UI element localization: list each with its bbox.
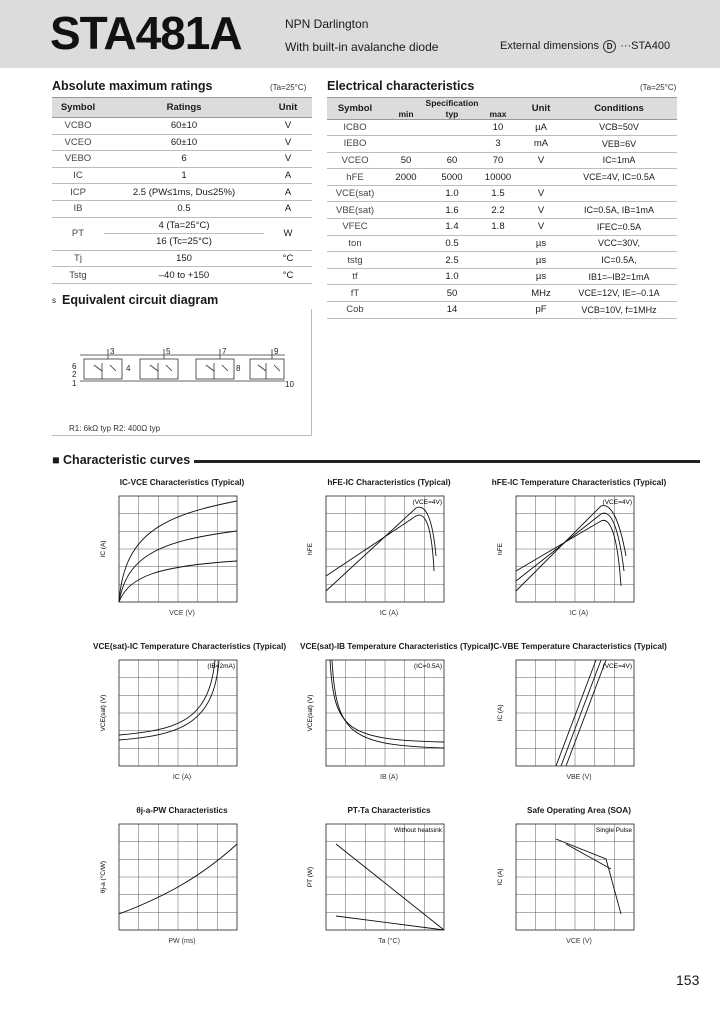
elec-cell-typ: 2.5 [429,252,475,269]
abs-row [52,118,312,135]
elec-cell-cond: VCB=10V, f=1MHz [561,302,677,319]
elec-cell-cond: IB1=–IB2=1mA [561,268,677,285]
abs-header-symbol: Symbol [52,98,104,118]
chart-curve [516,506,626,591]
elec-cell-sym: IEBO [327,136,383,153]
chart-note: (VCE=4V) [602,663,632,670]
abs-row [52,200,312,217]
chart-curve [332,660,444,748]
elec-cell-min [383,252,429,269]
chart-ylabel: hFE [497,543,504,555]
elec-cell-max [475,268,521,285]
elec-cell-max [475,235,521,252]
elec-row [327,119,677,136]
elec-cell-cond: VCE=4V, IC=0.5A [561,169,677,186]
elec-cell-max [475,285,521,302]
chart-plot [300,818,478,946]
abs-cell-sym: PT [52,217,104,250]
elec-cell-max: 70 [475,152,521,169]
elec-cell-min [383,136,429,153]
chart-6 [490,642,668,792]
chart-ylabel: θj-a (°C/W) [100,860,107,894]
external-package: ···STA400 [620,40,671,52]
abs-cell-val: 60±10 [104,118,264,135]
chart-plot [300,490,478,618]
chart-curve [119,660,215,735]
elec-cell-min [383,235,429,252]
abs-title: Absolute maximum ratings [52,79,213,93]
curves-title: ■ Characteristic curves [52,453,194,467]
elec-cell-typ: 50 [429,285,475,302]
elec-cell-cond: IC=0.5A, IB=1mA [561,202,677,219]
chart-ylabel: hFE [307,543,314,555]
chart-xlabel: IC (A) [569,610,589,617]
page-number: 153 [676,972,700,988]
elec-cell-cond [561,185,677,202]
abs-cell-val: 16 (Tc=25°C) [104,234,264,251]
abs-cell-sym: IB [52,200,104,217]
eq-note: R1: 6kΩ typ R2: 400Ω typ [69,424,161,433]
abs-cell-val: 0.5 [104,200,264,217]
chart-title: θj-a-PW Characteristics [136,806,228,815]
abs-header-unit: Unit [264,98,312,118]
chart-ylabel: IC (A) [100,540,107,558]
elec-cell-min [383,119,429,136]
eq-pin-left-2: 2 [72,370,77,379]
elec-cell-unit: V [521,185,561,202]
chart-title: PT-Ta Characteristics [347,806,431,815]
abs-row [52,134,312,151]
abs-table [52,97,312,284]
abs-note: (Ta=25°C) [270,83,307,92]
chart-ylabel: IC (A) [497,704,504,722]
chart-title: Safe Operating Area (SOA) [527,806,631,815]
abs-cell-unit: V [264,134,312,151]
eq-pin-top-7: 7 [222,347,227,356]
eq-pin-mid-4: 4 [126,364,131,373]
elec-cell-min [383,202,429,219]
elec-cell-max [475,302,521,319]
elec-cell-cond: VCE=12V, IE=–0.1A [561,285,677,302]
elec-header-min: min [383,109,429,120]
part-number: STA481A [50,7,242,59]
abs-cell-val: 2.5 (PW≤1ms, Du≤25%) [104,184,264,201]
elec-cell-sym: VCE(sat) [327,185,383,202]
elec-cell-max: 2.2 [475,202,521,219]
elec-cell-cond: IC=0.5A, [561,252,677,269]
elec-cell-cond: VCB=50V [561,119,677,136]
elec-header-unit: Unit [521,98,561,120]
elec-row [327,252,677,269]
chart-xlabel: PW (ms) [168,938,196,945]
chart-xlabel: IB (A) [380,774,398,781]
chart-curve [336,844,444,930]
abs-cell-sym: IC [52,167,104,184]
chart-ylabel: VCE(sat) (V) [307,694,314,732]
chart-plot [93,818,271,946]
external-dimensions [500,40,670,53]
abs-cell-sym: Tj [52,250,104,267]
abs-cell-unit: W [264,217,312,250]
elec-cell-sym: fT [327,285,383,302]
abs-cell-unit: °C [264,250,312,267]
chart-curve [516,520,621,586]
eq-pin-top-5: 5 [166,347,171,356]
elec-cell-unit: µs [521,235,561,252]
elec-cell-typ: 5000 [429,169,475,186]
chart-note: Without heatsink [393,827,442,834]
chart-ylabel: IC (A) [497,868,504,886]
abs-cell-sym: VCEO [52,134,104,151]
chart-title: hFE-IC Characteristics (Typical) [327,478,451,487]
chart-plot [93,654,271,782]
chart-2 [300,478,478,628]
eq-pin-mid-8: 8 [236,364,241,373]
abs-cell-val: 4 (Ta=25°C) [104,217,264,234]
elec-cell-sym: VBE(sat) [327,202,383,219]
abs-cell-sym: ICP [52,184,104,201]
elec-cell-sym: ICBO [327,119,383,136]
elec-header-typ: typ [429,109,475,120]
chart-note: (IB=2mA) [207,663,235,670]
elec-header-spec: Specification [383,98,521,109]
elec-cell-typ: 60 [429,152,475,169]
elec-cell-unit: mA [521,136,561,153]
chart-plot [490,818,668,946]
elec-title: Electrical characteristics [327,79,475,93]
elec-row [327,152,677,169]
chart-title: IC-VBE Temperature Characteristics (Typical) [491,642,667,651]
abs-row [52,250,312,267]
elec-cell-unit: µs [521,252,561,269]
chart-note: (VCE=4V) [412,499,442,506]
elec-cell-typ: 1.4 [429,219,475,236]
elec-cell-max: 1.5 [475,185,521,202]
elec-cell-min: 50 [383,152,429,169]
chart-curve [516,513,624,581]
elec-row [327,219,677,236]
elec-cell-unit [521,169,561,186]
elec-cell-max: 1.8 [475,219,521,236]
elec-cell-unit: pF [521,302,561,319]
elec-row [327,202,677,219]
elec-cell-unit: V [521,219,561,236]
chart-title: IC-VCE Characteristics (Typical) [119,478,245,487]
abs-row [52,217,312,234]
abs-cell-unit: A [264,200,312,217]
eq-pin-top-3: 3 [110,347,115,356]
elec-cell-unit: V [521,202,561,219]
eq-pin-top-9: 9 [274,347,279,356]
elec-row [327,285,677,302]
abs-cell-val: –40 to +150 [104,267,264,284]
chart-title: VCE(sat)-IC Temperature Characteristics (Typical) [93,642,287,651]
chart-curve [330,660,444,742]
elec-cell-sym: ton [327,235,383,252]
elec-cell-sym: VFEC [327,219,383,236]
elec-row [327,302,677,319]
elec-cell-typ [429,136,475,153]
elec-header-max: max [475,109,521,120]
eq-pin-right-10: 10 [285,380,294,389]
device-feature: With built-in avalanche diode [285,40,439,54]
chart-4 [93,642,287,792]
abs-cell-val: 150 [104,250,264,267]
chart-title: hFE-IC Temperature Characteristics (Typical) [491,478,667,487]
elec-cell-unit: V [521,152,561,169]
elec-cell-min [383,219,429,236]
chart-8 [300,806,478,956]
abs-row [52,167,312,184]
abs-cell-unit: A [264,167,312,184]
elec-cell-typ: 1.0 [429,185,475,202]
chart-xlabel: VCE (V) [566,938,592,945]
chart-1 [93,478,271,628]
elec-cell-max [475,252,521,269]
elec-cell-unit: µs [521,268,561,285]
chart-plot [93,490,271,618]
abs-cell-sym: Tstg [52,267,104,284]
chart-7 [93,806,271,956]
elec-cell-sym: hFE [327,169,383,186]
elec-cell-min [383,268,429,285]
elec-cell-cond: IFEC=0.5A [561,219,677,236]
chart-ylabel: VCE(sat) (V) [100,694,107,732]
abs-row [52,184,312,201]
chart-curve [566,844,611,869]
elec-cell-min: 2000 [383,169,429,186]
chart-curve [336,916,444,930]
chart-xlabel: IC (A) [172,774,192,781]
elec-header-conditions: Conditions [561,98,677,120]
elec-cell-unit: MHz [521,285,561,302]
chart-title: VCE(sat)-IB Temperature Characteristics (Typical) [300,642,494,651]
elec-row [327,136,677,153]
elec-table [327,97,677,319]
elec-cell-typ: 1.0 [429,268,475,285]
abs-cell-val: 1 [104,167,264,184]
eq-marker: s [52,296,56,305]
elec-cell-cond: IC=1mA [561,152,677,169]
device-type: NPN Darlington [285,17,369,31]
elec-row [327,268,677,285]
elec-row [327,235,677,252]
chart-xlabel: IC (A) [379,610,399,617]
elec-cell-min [383,185,429,202]
abs-row [52,151,312,168]
elec-cell-unit: µA [521,119,561,136]
equivalent-circuit [60,345,300,395]
chart-note: (VCE=4V) [602,499,632,506]
chart-xlabel: VCE (V) [169,610,195,617]
elec-cell-typ: 14 [429,302,475,319]
elec-cell-sym: Cob [327,302,383,319]
elec-cell-sym: tf [327,268,383,285]
elec-row [327,169,677,186]
elec-header-symbol: Symbol [327,98,383,120]
chart-plot [490,490,668,618]
elec-note: (Ta=25°C) [640,83,677,92]
elec-cell-cond: VEB=6V [561,136,677,153]
external-label: External dimensions [500,40,600,52]
elec-cell-min [383,285,429,302]
elec-cell-max: 3 [475,136,521,153]
elec-cell-typ [429,119,475,136]
chart-9 [490,806,668,956]
abs-cell-unit: A [264,184,312,201]
eq-pin-left-1: 1 [72,379,77,388]
elec-cell-max: 10000 [475,169,521,186]
abs-cell-unit: V [264,151,312,168]
eq-title: Equivalent circuit diagram [62,293,219,307]
chart-3 [490,478,668,628]
abs-cell-sym: VCBO [52,118,104,135]
abs-cell-unit: V [264,118,312,135]
chart-note: Single Pulse [595,827,632,834]
chart-ylabel: PT (W) [307,866,314,888]
abs-cell-sym: VEBO [52,151,104,168]
elec-cell-max: 10 [475,119,521,136]
elec-cell-typ: 0.5 [429,235,475,252]
chart-plot [300,654,478,782]
chart-plot [490,654,668,782]
elec-row [327,185,677,202]
abs-cell-unit: °C [264,267,312,284]
elec-cell-typ: 1.6 [429,202,475,219]
elec-cell-sym: tstg [327,252,383,269]
chart-note: (IC=0.5A) [414,663,442,670]
external-code: D [603,40,616,53]
chart-xlabel: VBE (V) [566,774,592,781]
abs-cell-val: 6 [104,151,264,168]
elec-cell-cond: VCC=30V, [561,235,677,252]
curves-title-text: Characteristic curves [63,453,191,467]
abs-header-ratings: Ratings [104,98,264,118]
eq-pin-left-6: 6 [72,362,77,371]
chart-curve [556,839,621,914]
abs-cell-val: 60±10 [104,134,264,151]
elec-cell-min [383,302,429,319]
chart-xlabel: Ta (°C) [378,938,400,945]
abs-row [52,267,312,284]
chart-5 [300,642,494,792]
elec-cell-sym: VCEO [327,152,383,169]
